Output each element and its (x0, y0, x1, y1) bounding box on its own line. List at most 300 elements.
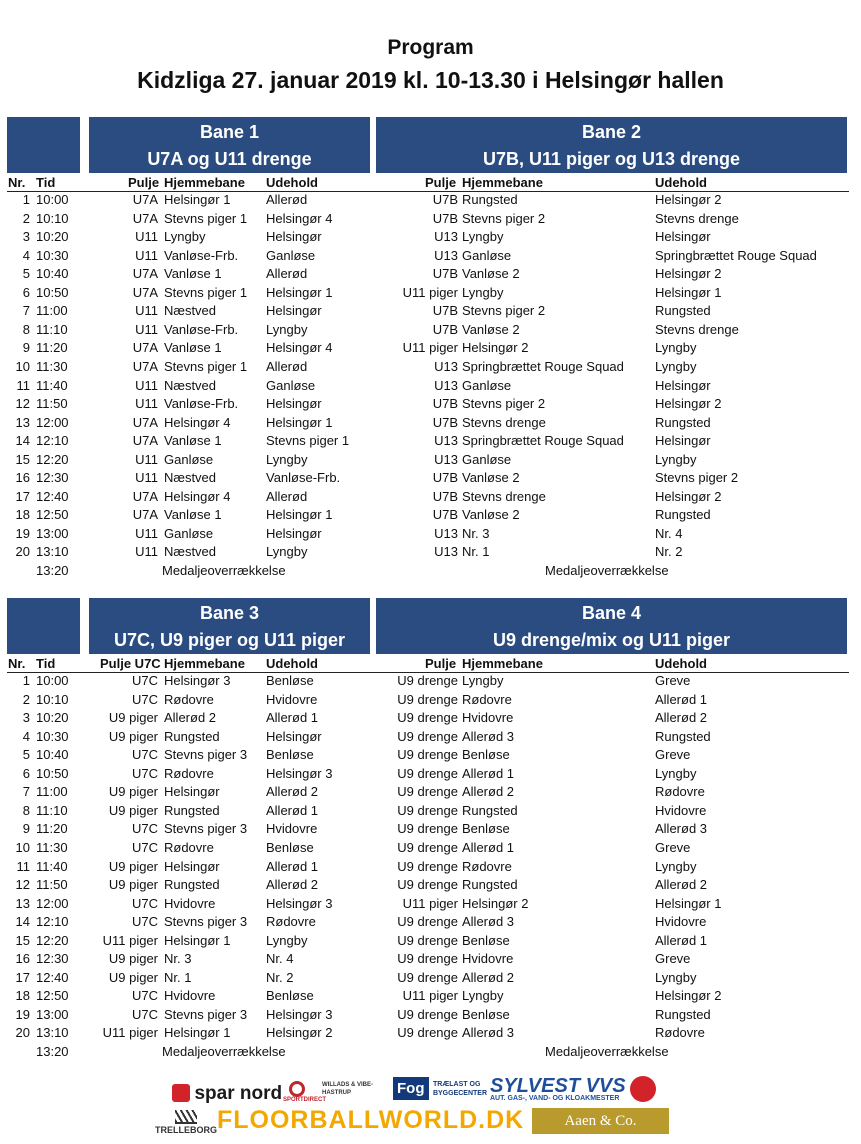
away-team-left: Benløse (266, 747, 314, 763)
match-time: 13:10 (36, 544, 69, 560)
home-team-right: Benløse (462, 1006, 510, 1022)
pulje-left: U7A (132, 433, 158, 449)
match-number: 19 (15, 1006, 30, 1022)
table-row (0, 802, 861, 821)
col-udehold-left: Udehold (266, 656, 318, 671)
pulje-right: U9 drenge (397, 747, 458, 763)
table-row (0, 839, 861, 858)
match-time: 10:40 (36, 266, 69, 282)
home-team-right: Nr. 3 (462, 525, 490, 541)
match-time: 11:20 (36, 340, 68, 356)
bane-4-header (376, 598, 847, 654)
match-number: 18 (15, 507, 30, 523)
table-row (0, 691, 861, 710)
bane-3-groups: U7C, U9 piger og U11 piger (113, 630, 346, 650)
table-row (0, 377, 861, 396)
pulje-left: U7A (132, 507, 158, 523)
match-number: 12 (15, 396, 30, 412)
match-number: 20 (15, 544, 30, 560)
pulje-right: U9 drenge (397, 728, 458, 744)
pulje-right: U11 piger (402, 340, 458, 356)
match-number: 12 (15, 877, 30, 893)
col-hjemmebane-left: Hjemmebane (164, 175, 245, 190)
pulje-left: U7C (131, 895, 158, 911)
away-team-right: Allerød 1 (655, 932, 708, 948)
bane-1-header (89, 117, 370, 173)
match-number: 5 (22, 747, 30, 763)
away-team-left: Ganløse (266, 247, 316, 263)
away-team-right: Helsingør 1 (655, 284, 722, 300)
pulje-left: U11 (135, 229, 158, 245)
pulje-left: U11 (135, 451, 158, 467)
home-team-left: Helsingør 4 (164, 488, 231, 504)
final-time: 13:20 (36, 1044, 69, 1059)
col-udehold-right: Udehold (655, 175, 707, 190)
match-time: 10:00 (36, 673, 69, 688)
home-team-left: Allerød 2 (164, 710, 217, 726)
table-row (0, 728, 861, 747)
away-team-left: Allerød 1 (266, 858, 319, 874)
away-team-right: Springbrættet Rouge Squad (655, 247, 817, 263)
col-tid: Tid (36, 656, 56, 671)
pulje-right: U9 drenge (397, 691, 458, 707)
match-time: 11:50 (36, 396, 68, 412)
table-row (0, 969, 861, 988)
away-team-left: Lyngby (266, 544, 308, 560)
match-number: 2 (22, 210, 30, 226)
pulje-right: U9 drenge (397, 932, 458, 948)
pulje-left: U7A (132, 358, 158, 374)
bane-4-groups: U9 drenge/mix og U11 piger (492, 630, 731, 650)
table-row (0, 488, 861, 507)
home-team-left: Rungsted (164, 802, 220, 818)
floorballworld-logo: FLOORBALLWORLD.DK (217, 1106, 525, 1134)
table-row (0, 506, 861, 525)
match-number: 13 (15, 414, 30, 430)
match-number: 18 (15, 988, 30, 1004)
match-time: 10:20 (36, 229, 69, 245)
trelleborg-icon (175, 1110, 197, 1124)
table-row (0, 432, 861, 451)
match-time: 12:40 (36, 969, 69, 985)
away-team-left: Helsingør 3 (266, 765, 333, 781)
away-team-left: Hvidovre (266, 821, 318, 837)
willads-logo: WILLADS & VIBE-HASTRUP (322, 1082, 373, 1096)
away-team-right: Greve (655, 951, 691, 967)
away-team-left: Helsingør 1 (266, 414, 333, 430)
away-team-left: Benløse (266, 673, 314, 688)
pulje-right: U9 drenge (397, 1006, 458, 1022)
match-number: 8 (22, 802, 30, 818)
home-team-left: Næstved (164, 377, 217, 393)
pulje-right: U7B (432, 488, 458, 504)
home-team-left: Vanløse-Frb. (164, 396, 239, 412)
match-number: 9 (22, 821, 30, 837)
home-team-left: Vanløse 1 (164, 433, 222, 449)
table-row (0, 525, 861, 544)
match-number: 15 (15, 932, 30, 948)
away-team-left: Helsingør 1 (266, 507, 333, 523)
table-row (0, 932, 861, 951)
match-number: 17 (15, 488, 30, 504)
pulje-right: U7B (432, 507, 458, 523)
bane-3-header (89, 598, 370, 654)
away-team-right: Helsingør (655, 377, 711, 393)
home-team-left: Helsingør (164, 784, 220, 800)
table-row (0, 469, 861, 488)
table-row (0, 746, 861, 765)
away-team-right: Greve (655, 839, 691, 855)
home-team-left: Helsingør 1 (164, 192, 231, 207)
home-team-right: Vanløse 2 (462, 321, 520, 337)
home-team-left: Hvidovre (164, 988, 216, 1004)
home-team-left: Stevns piger 1 (164, 284, 248, 300)
away-team-left: Rødovre (266, 914, 316, 930)
pulje-left: U7C (131, 821, 158, 837)
pulje-left: U7A (132, 488, 158, 504)
away-team-right: Rungsted (655, 303, 711, 319)
match-time: 13:00 (36, 1006, 69, 1022)
match-number: 2 (22, 691, 30, 707)
match-time: 10:30 (36, 728, 69, 744)
col-pulje-right: Pulje (425, 656, 457, 671)
away-team-left: Helsingør 4 (266, 340, 333, 356)
match-number: 1 (22, 673, 30, 688)
bane-2-header (376, 117, 847, 173)
match-number: 19 (15, 525, 30, 541)
home-team-right: Stevns piger 2 (462, 396, 546, 412)
aaen-co-logo: Aaen & Co. (532, 1108, 669, 1134)
pulje-right: U13 (434, 451, 458, 467)
pulje-right: U9 drenge (397, 969, 458, 985)
sport-direct-logo: SPORTDIRECT (283, 1081, 326, 1103)
away-team-right: Rødovre (655, 784, 705, 800)
match-time: 10:40 (36, 747, 69, 763)
match-number: 15 (15, 451, 30, 467)
home-team-left: Helsingør (164, 858, 220, 874)
match-number: 5 (22, 266, 30, 282)
home-team-right: Allerød 3 (462, 1025, 515, 1041)
away-team-right: Hvidovre (655, 914, 707, 930)
match-number: 6 (22, 765, 30, 781)
match-time: 12:10 (36, 433, 69, 449)
match-time: 11:00 (36, 303, 68, 319)
table-row (0, 950, 861, 969)
pulje-right: U9 drenge (397, 784, 458, 800)
home-team-left: Lyngby (164, 229, 206, 245)
match-time: 11:30 (36, 839, 68, 855)
match-number: 3 (22, 710, 30, 726)
pulje-left: U7A (132, 414, 158, 430)
away-team-left: Helsingør 1 (266, 284, 333, 300)
away-team-right: Helsingør 1 (655, 895, 722, 911)
medal-ceremony-right: Medaljeoverrækkelse (545, 563, 669, 578)
table-row (0, 247, 861, 266)
pulje-left: U7A (132, 210, 158, 226)
match-time: 12:30 (36, 470, 69, 486)
away-team-left: Allerød (266, 266, 308, 282)
table-row (0, 783, 861, 802)
home-team-right: Ganløse (462, 377, 512, 393)
col-pulje-left: Pulje (128, 175, 160, 190)
sylvest-vvs-logo: SYLVEST VVS AUT. GAS-, VAND- OG KLOAKMESTER (490, 1075, 626, 1102)
nr-header-block-1 (7, 117, 80, 173)
away-team-left: Lyngby (266, 932, 308, 948)
away-team-right: Lyngby (655, 451, 697, 467)
home-team-right: Allerød 2 (462, 969, 515, 985)
trelleborg-logo: TRELLEBORG (155, 1110, 217, 1135)
away-team-right: Rødovre (655, 1025, 705, 1041)
away-team-right: Helsingør 2 (655, 988, 722, 1004)
away-team-right: Helsingør 2 (655, 488, 722, 504)
home-team-left: Rødovre (164, 691, 214, 707)
away-team-right: Lyngby (655, 969, 697, 985)
pulje-right: U9 drenge (397, 802, 458, 818)
home-team-right: Springbrættet Rouge Squad (462, 433, 624, 449)
final-time: 13:20 (36, 563, 69, 578)
away-team-right: Stevns piger 2 (655, 470, 739, 486)
home-team-left: Næstved (164, 544, 217, 560)
match-number: 1 (22, 192, 30, 207)
bane-1-name: Bane 1 (199, 122, 260, 142)
pulje-left: U11 (135, 303, 158, 319)
pulje-right: U9 drenge (397, 951, 458, 967)
pulje-left: U7C (131, 765, 158, 781)
medal-ceremony-left: Medaljeoverrækkelse (162, 563, 286, 578)
medal-ceremony-left: Medaljeoverrækkelse (162, 1044, 286, 1059)
away-team-right: Stevns drenge (655, 210, 739, 226)
page-subtitle: Kidzliga 27. januar 2019 kl. 10-13.30 i Helsingør hallen (137, 67, 724, 93)
home-team-right: Helsingør 2 (462, 895, 529, 911)
home-team-right: Allerød 3 (462, 728, 515, 744)
match-time: 10:10 (36, 210, 69, 226)
col-nr: Nr. (8, 656, 26, 671)
bane-3-name: Bane 3 (199, 603, 260, 623)
pulje-left: U7C (131, 1006, 158, 1022)
match-number: 11 (16, 858, 30, 874)
match-number: 16 (15, 470, 30, 486)
pulje-left: U11 piger (102, 1025, 158, 1041)
col-pulje-left: Pulje U7C (100, 656, 161, 671)
home-team-right: Ganløse (462, 247, 512, 263)
bane-1-groups: U7A og U11 drenge (147, 149, 312, 169)
table-row (0, 1024, 861, 1043)
table-row (0, 543, 861, 562)
home-team-left: Stevns piger 3 (164, 747, 248, 763)
away-team-right: Allerød 2 (655, 710, 708, 726)
match-number: 14 (15, 914, 30, 930)
home-team-left: Næstved (164, 470, 217, 486)
pulje-left: U7C (131, 747, 158, 763)
home-team-right: Allerød 3 (462, 914, 515, 930)
home-team-right: Vanløse 2 (462, 266, 520, 282)
spar-nord-logo: spar nord (172, 1083, 282, 1105)
away-team-right: Hvidovre (655, 802, 707, 818)
pulje-left: U11 (135, 470, 158, 486)
page-title: Program (387, 36, 474, 59)
table-row (0, 339, 861, 358)
pulje-right: U7B (432, 321, 458, 337)
away-team-left: Hvidovre (266, 691, 318, 707)
pulje-right: U13 (434, 247, 458, 263)
match-number: 10 (15, 839, 30, 855)
away-team-left: Helsingør (266, 229, 322, 245)
home-team-right: Benløse (462, 821, 510, 837)
match-time: 10:10 (36, 691, 69, 707)
match-time: 10:50 (36, 284, 69, 300)
away-team-right: Rungsted (655, 414, 711, 430)
away-team-left: Helsingør 3 (266, 895, 333, 911)
match-number: 16 (15, 951, 30, 967)
home-team-right: Lyngby (462, 284, 504, 300)
home-team-left: Rødovre (164, 765, 214, 781)
table-row (0, 358, 861, 377)
sponsor-strip (0, 1073, 861, 1143)
home-team-left: Næstved (164, 303, 217, 319)
away-team-left: Allerød 1 (266, 710, 319, 726)
sylvest-subtitle: AUT. GAS-, VAND- OG KLOAKMESTER (490, 1095, 620, 1102)
pulje-right: U11 piger (402, 895, 458, 911)
pulje-right: U9 drenge (397, 914, 458, 930)
home-team-right: Ganløse (462, 451, 512, 467)
match-time: 11:40 (36, 858, 68, 874)
match-time: 12:10 (36, 914, 69, 930)
away-team-right: Nr. 4 (655, 525, 683, 541)
pulje-left: U7A (132, 340, 158, 356)
away-team-right: Greve (655, 747, 691, 763)
pulje-right: U9 drenge (397, 673, 458, 688)
away-team-left: Lyngby (266, 321, 308, 337)
match-number: 4 (22, 728, 30, 744)
away-team-right: Rungsted (655, 1006, 711, 1022)
table-row (0, 709, 861, 728)
pulje-right: U9 drenge (397, 877, 458, 893)
home-team-left: Helsingør 1 (164, 932, 231, 948)
pulje-left: U7A (132, 192, 158, 207)
table-row (0, 302, 861, 321)
match-number: 20 (15, 1025, 30, 1041)
away-team-left: Allerød 2 (266, 784, 319, 800)
col-hjemmebane-right: Hjemmebane (462, 656, 543, 671)
match-time: 10:30 (36, 247, 69, 263)
home-team-left: Stevns piger 3 (164, 821, 248, 837)
home-team-right: Helsingør 2 (462, 340, 529, 356)
pulje-left: U11 (135, 321, 158, 337)
pulje-left: U9 piger (108, 858, 158, 874)
away-team-left: Benløse (266, 988, 314, 1004)
match-number: 17 (15, 969, 30, 985)
match-time: 12:50 (36, 507, 69, 523)
table-row (0, 820, 861, 839)
away-team-left: Allerød (266, 358, 308, 374)
pulje-left: U7C (131, 673, 158, 688)
pulje-left: U7C (131, 914, 158, 930)
home-team-left: Rungsted (164, 728, 220, 744)
away-team-right: Lyngby (655, 765, 697, 781)
home-team-right: Benløse (462, 932, 510, 948)
home-team-right: Allerød 1 (462, 839, 515, 855)
home-team-left: Vanløse 1 (164, 507, 222, 523)
away-team-left: Allerød (266, 192, 308, 207)
match-time: 10:00 (36, 192, 69, 207)
away-team-right: Allerød 2 (655, 877, 708, 893)
home-team-left: Rungsted (164, 877, 220, 893)
away-team-right: Helsingør 2 (655, 192, 722, 207)
match-time: 11:50 (36, 877, 68, 893)
col-nr: Nr. (8, 175, 26, 190)
medal-ceremony-right: Medaljeoverrækkelse (545, 1044, 669, 1059)
match-time: 11:30 (36, 358, 68, 374)
match-number: 9 (22, 340, 30, 356)
match-time: 12:00 (36, 414, 69, 430)
home-team-left: Stevns piger 1 (164, 358, 248, 374)
table-row (0, 987, 861, 1006)
pulje-left: U9 piger (108, 969, 158, 985)
table-row (0, 284, 861, 303)
pulje-left: U7C (131, 839, 158, 855)
pulje-right: U13 (434, 229, 458, 245)
pulje-left: U11 (135, 544, 158, 560)
match-time: 11:40 (36, 377, 68, 393)
home-team-left: Nr. 3 (164, 951, 192, 967)
bane-2-groups: U7B, U11 piger og U13 drenge (482, 149, 741, 169)
match-number: 7 (22, 303, 30, 319)
away-team-right: Helsingør 2 (655, 396, 722, 412)
match-time: 10:50 (36, 765, 69, 781)
column-headers-1 (0, 174, 861, 193)
floorball-club-logo (630, 1076, 656, 1107)
match-number: 11 (16, 377, 30, 393)
match-time: 11:00 (36, 784, 68, 800)
table-row (0, 1006, 861, 1025)
home-team-right: Hvidovre (462, 710, 514, 726)
table-row (0, 876, 861, 895)
home-team-right: Rungsted (462, 877, 518, 893)
away-team-left: Nr. 2 (266, 969, 294, 985)
away-team-right: Lyngby (655, 858, 697, 874)
match-time: 12:30 (36, 951, 69, 967)
pulje-left: U9 piger (108, 802, 158, 818)
table-row (0, 451, 861, 470)
away-team-left: Helsingør (266, 303, 322, 319)
floorball-club-icon (630, 1076, 656, 1102)
home-team-right: Stevns piger 2 (462, 210, 546, 226)
away-team-right: Helsingør 2 (655, 266, 722, 282)
pulje-right: U7B (432, 470, 458, 486)
pulje-right: U9 drenge (397, 858, 458, 874)
bane-4-name: Bane 4 (581, 603, 642, 623)
away-team-right: Rungsted (655, 507, 711, 523)
final-row-1 (0, 562, 861, 581)
away-team-right: Greve (655, 673, 691, 688)
pulje-right: U13 (434, 433, 458, 449)
match-time: 11:20 (36, 821, 68, 837)
col-hjemmebane-right: Hjemmebane (462, 175, 543, 190)
pulje-right: U7B (432, 210, 458, 226)
away-team-right: Nr. 2 (655, 544, 683, 560)
table-row (0, 321, 861, 340)
away-team-left: Nr. 4 (266, 951, 294, 967)
col-hjemmebane-left: Hjemmebane (164, 656, 245, 671)
pulje-right: U7B (432, 303, 458, 319)
col-udehold-left: Udehold (266, 175, 318, 190)
nr-header-block-2 (7, 598, 80, 654)
pulje-left: U7A (132, 266, 158, 282)
home-team-left: Hvidovre (164, 895, 216, 911)
away-team-left: Stevns piger 1 (266, 433, 350, 449)
home-team-left: Stevns piger 1 (164, 210, 248, 226)
pulje-left: U9 piger (108, 784, 158, 800)
